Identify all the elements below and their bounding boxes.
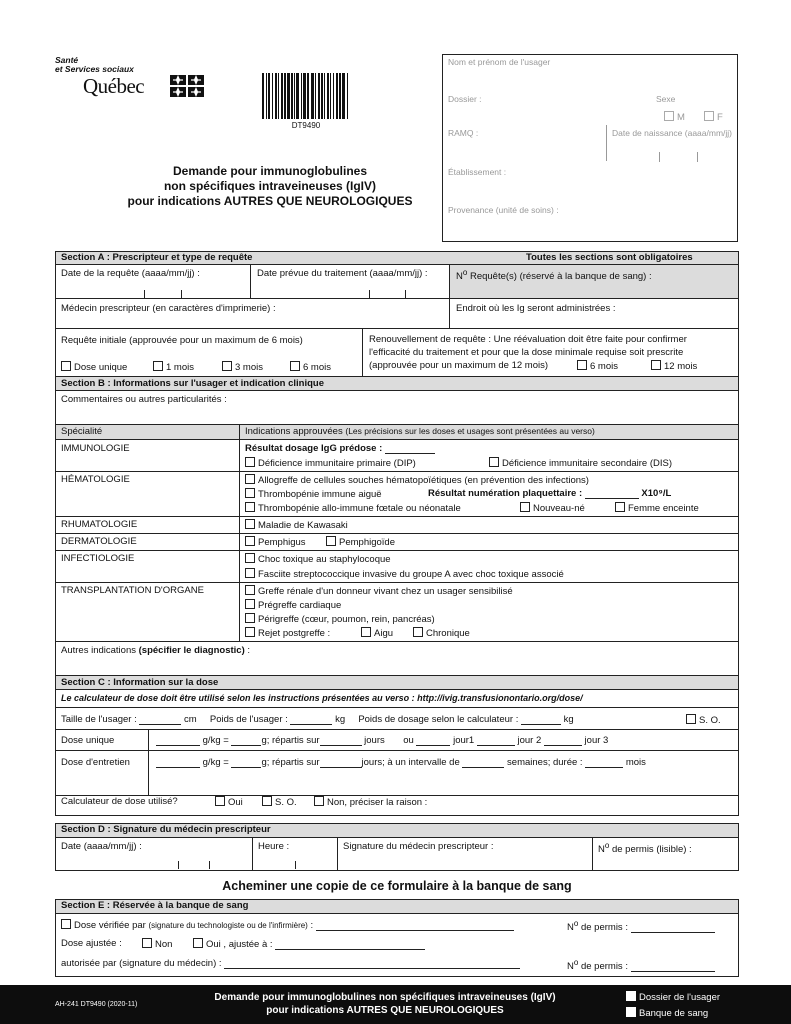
spec-infectiologie: INFECTIOLOGIE (61, 553, 135, 564)
so-poids-checkbox[interactable]: S. O. (686, 714, 721, 726)
dose-ajustee-label: Dose ajustée : (61, 938, 122, 949)
greffe-renale-checkbox[interactable]: Greffe rénale d'un donneur vivant chez un usager sensibilisé (245, 585, 513, 597)
spec-immunologie: IMMUNOLOGIE (61, 443, 130, 454)
requete-initiale-label: Requête initiale (approuvée pour un maximum de 6 mois) (61, 335, 303, 346)
six-mois-checkbox[interactable]: 6 mois (290, 361, 331, 373)
dis-checkbox[interactable]: Déficience immunitaire secondaire (DIS) (489, 457, 672, 469)
autres-indications-label: Autres indications (spécifier le diagnostic) : (61, 645, 251, 656)
footer-dossier-checkbox[interactable]: Dossier de l'usager (626, 991, 720, 1003)
permis2-field[interactable]: $N^o$ de permis : (567, 958, 715, 972)
naissance-label: Date de naissance (aaaa/mm/jj) (612, 128, 733, 138)
title-line1: Demande pour immunoglobulines (172, 164, 367, 178)
signature-label: Signature du médecin prescripteur : (343, 841, 494, 852)
sections-obligatoires: Toutes les sections sont obligatoires (526, 252, 693, 263)
section-b-header: Section B : Informations sur l'usager et indication clinique (61, 378, 325, 389)
femme-enceinte-checkbox[interactable]: Femme enceinte (615, 502, 699, 514)
dose-unique-label: Dose unique (61, 735, 115, 746)
dose-entretien-row: g/kg = g; répartis sur jours; à un intervalle de semaines; durée : mois (156, 757, 646, 768)
renouvellement-line2: l'efficacité du traitement et pour que la dose minimale requise soit prescrite (369, 347, 684, 358)
un-mois-checkbox[interactable]: 1 mois (153, 361, 194, 373)
heure-label: Heure : (258, 841, 290, 852)
taille-row: Taille de l'usager : cm Poids de l'usager : kg Poids de dosage selon le calculateur : kg (61, 714, 574, 725)
rejet-checkbox[interactable]: Rejet postgreffe : (245, 627, 330, 639)
date-signature-label: Date (aaaa/mm/jj) : (61, 841, 142, 852)
dip-checkbox[interactable]: Déficience immunitaire primaire (DIP) (245, 457, 416, 469)
resultat-igg: Résultat dosage IgG prédose : (245, 443, 435, 454)
ramq-label: RAMQ : (448, 128, 479, 138)
calc-so-checkbox[interactable]: S. O. (262, 796, 297, 808)
permis-label: $N^o$ de permis (lisible) : (598, 841, 692, 856)
permis1-field[interactable]: $N^o$ de permis : (567, 919, 715, 933)
chronique-checkbox[interactable]: Chronique (413, 627, 470, 639)
fleur-de-lys-icon (170, 75, 206, 97)
col-specialite: Spécialité (61, 426, 103, 437)
form-title (60, 164, 480, 209)
footer-bar (0, 985, 791, 1024)
dose-unique-row: g/kg = g; répartis sur jours ou jour1 jour 2 jour 3 (156, 735, 608, 746)
sexe-label: Sexe (656, 94, 676, 104)
acheminer-notice: Acheminer une copie de ce formulaire à la banque de sang (222, 879, 572, 893)
section-e-header: Section E : Réservée à la banque de sang (61, 900, 249, 911)
renouv-douze-mois-checkbox[interactable]: 12 mois (651, 360, 697, 372)
title-line3: pour indications AUTRES QUE NEUROLOGIQUES (127, 194, 413, 208)
footer-code: AH-241 DT9490 (2020-11) (55, 1001, 138, 1008)
sexe-f-checkbox[interactable]: F (704, 111, 723, 123)
trois-mois-checkbox[interactable]: 3 mois (222, 361, 263, 373)
calculateur-note: Le calculateur de dose doit être utilisé selon les instructions présentées au verso : http://ivig.transfusionontario.org/dose/ (61, 693, 583, 703)
footer-banque-checkbox[interactable]: Banque de sang (626, 1007, 708, 1019)
barcode-icon (262, 73, 350, 119)
renouvellement-line1: Renouvellement de requête : Une réévaluation doit être faite pour confirmer (369, 334, 687, 345)
title-line2: non spécifiques intraveineuses (IgIV) (163, 179, 377, 193)
dossier-label: Dossier : (448, 94, 482, 104)
pemphigus-checkbox[interactable]: Pemphigus (245, 536, 306, 548)
commentaires-label: Commentaires ou autres particularités : (61, 394, 227, 405)
dose-entretien-label: Dose d'entretien (61, 757, 130, 768)
calculateur-question: Calculateur de dose utilisé? (61, 796, 178, 807)
spec-transplantation: TRANSPLANTATION D'ORGANE (61, 585, 204, 596)
date-prevue-label: Date prévue du traitement (aaaa/mm/jj) : (257, 268, 428, 279)
patient-name-label: Nom et prénom de l'usager (448, 57, 551, 67)
ajustee-oui-checkbox[interactable]: Oui , ajustée à : (193, 938, 425, 950)
resultat-plaquettaire: Résultat numération plaquettaire : X10⁹/L (428, 488, 672, 499)
aigu-checkbox[interactable]: Aigu (361, 627, 393, 639)
fasciite-checkbox[interactable]: Fasciite streptococcique invasive du groupe A avec choc toxique associé (245, 568, 564, 580)
spec-rhumatologie: RHUMATOLOGIE (61, 519, 138, 530)
dose-verifiee-checkbox[interactable]: Dose vérifiée par (signature du technologiste ou de l'infirmière) : (61, 919, 514, 931)
section-a-header: Section A : Prescripteur et type de requête (61, 252, 253, 263)
calc-non-checkbox[interactable]: Non, préciser la raison : (314, 796, 427, 808)
endroit-label: Endroit où les Ig seront administrées : (456, 303, 616, 314)
etablissement-label: Établissement : (448, 167, 507, 177)
kawasaki-checkbox[interactable]: Maladie de Kawasaki (245, 519, 348, 531)
date-requete-label: Date de la requête (aaaa/mm/jj) : (61, 268, 200, 279)
ajustee-non-checkbox[interactable]: Non (142, 938, 172, 950)
nouveau-ne-checkbox[interactable]: Nouveau-né (520, 502, 585, 514)
allogreffe-checkbox[interactable]: Allogreffe de cellules souches hématopoïétiques (en prévention des infections) (245, 474, 589, 486)
col-indications: Indications approuvées (Les précisions sur les doses et usages sont présentées au verso) (245, 426, 595, 437)
autorisee-par-field[interactable]: autorisée par (signature du médecin) : (61, 958, 520, 969)
sexe-m-checkbox[interactable]: M (664, 111, 685, 123)
logo (55, 56, 215, 106)
perigreffe-checkbox[interactable]: Périgreffe (cœur, poumon, rein, pancréas) (245, 613, 435, 625)
barcode-code: DT9490 (291, 121, 321, 130)
renouvellement-line3: (approuvée pour un maximum de 12 mois) (369, 360, 549, 371)
logo-line2: et Services sociaux (55, 64, 134, 74)
spec-hematologie: HÉMATOLOGIE (61, 474, 130, 485)
section-d-header: Section D : Signature du médecin prescripteur (61, 824, 271, 835)
thrombo-allo-checkbox[interactable]: Thrombopénie allo-immune fœtale ou néonatale (245, 502, 461, 514)
no-requete-label: $N^o$ Requête(s) (réservé à la banque de sang) : (456, 268, 652, 283)
logo-line1: Santé (55, 55, 79, 65)
pemphigoide-checkbox[interactable]: Pemphigoïde (326, 536, 395, 548)
section-c-header: Section C : Information sur la dose (61, 677, 219, 688)
choc-checkbox[interactable]: Choc toxique au staphylocoque (245, 553, 391, 565)
dose-unique-checkbox[interactable]: Dose unique (61, 361, 127, 373)
pregreffe-checkbox[interactable]: Prégreffe cardiaque (245, 599, 341, 611)
logo-word: Québec (83, 74, 145, 98)
spec-dermatologie: DERMATOLOGIE (61, 536, 137, 547)
medecin-label: Médecin prescripteur (en caractères d'imprimerie) : (61, 303, 276, 314)
provenance-label: Provenance (unité de soins) : (448, 205, 559, 215)
renouv-six-mois-checkbox[interactable]: 6 mois (577, 360, 618, 372)
thrombo-immune-checkbox[interactable]: Thrombopénie immune aiguë (245, 488, 382, 500)
footer-title: Demande pour immunoglobulines non spécifiques intraveineuses (IgIV) pour indications AUTRES QUE NEUROLOGIQUES (214, 992, 556, 1016)
calc-oui-checkbox[interactable]: Oui (215, 796, 243, 808)
